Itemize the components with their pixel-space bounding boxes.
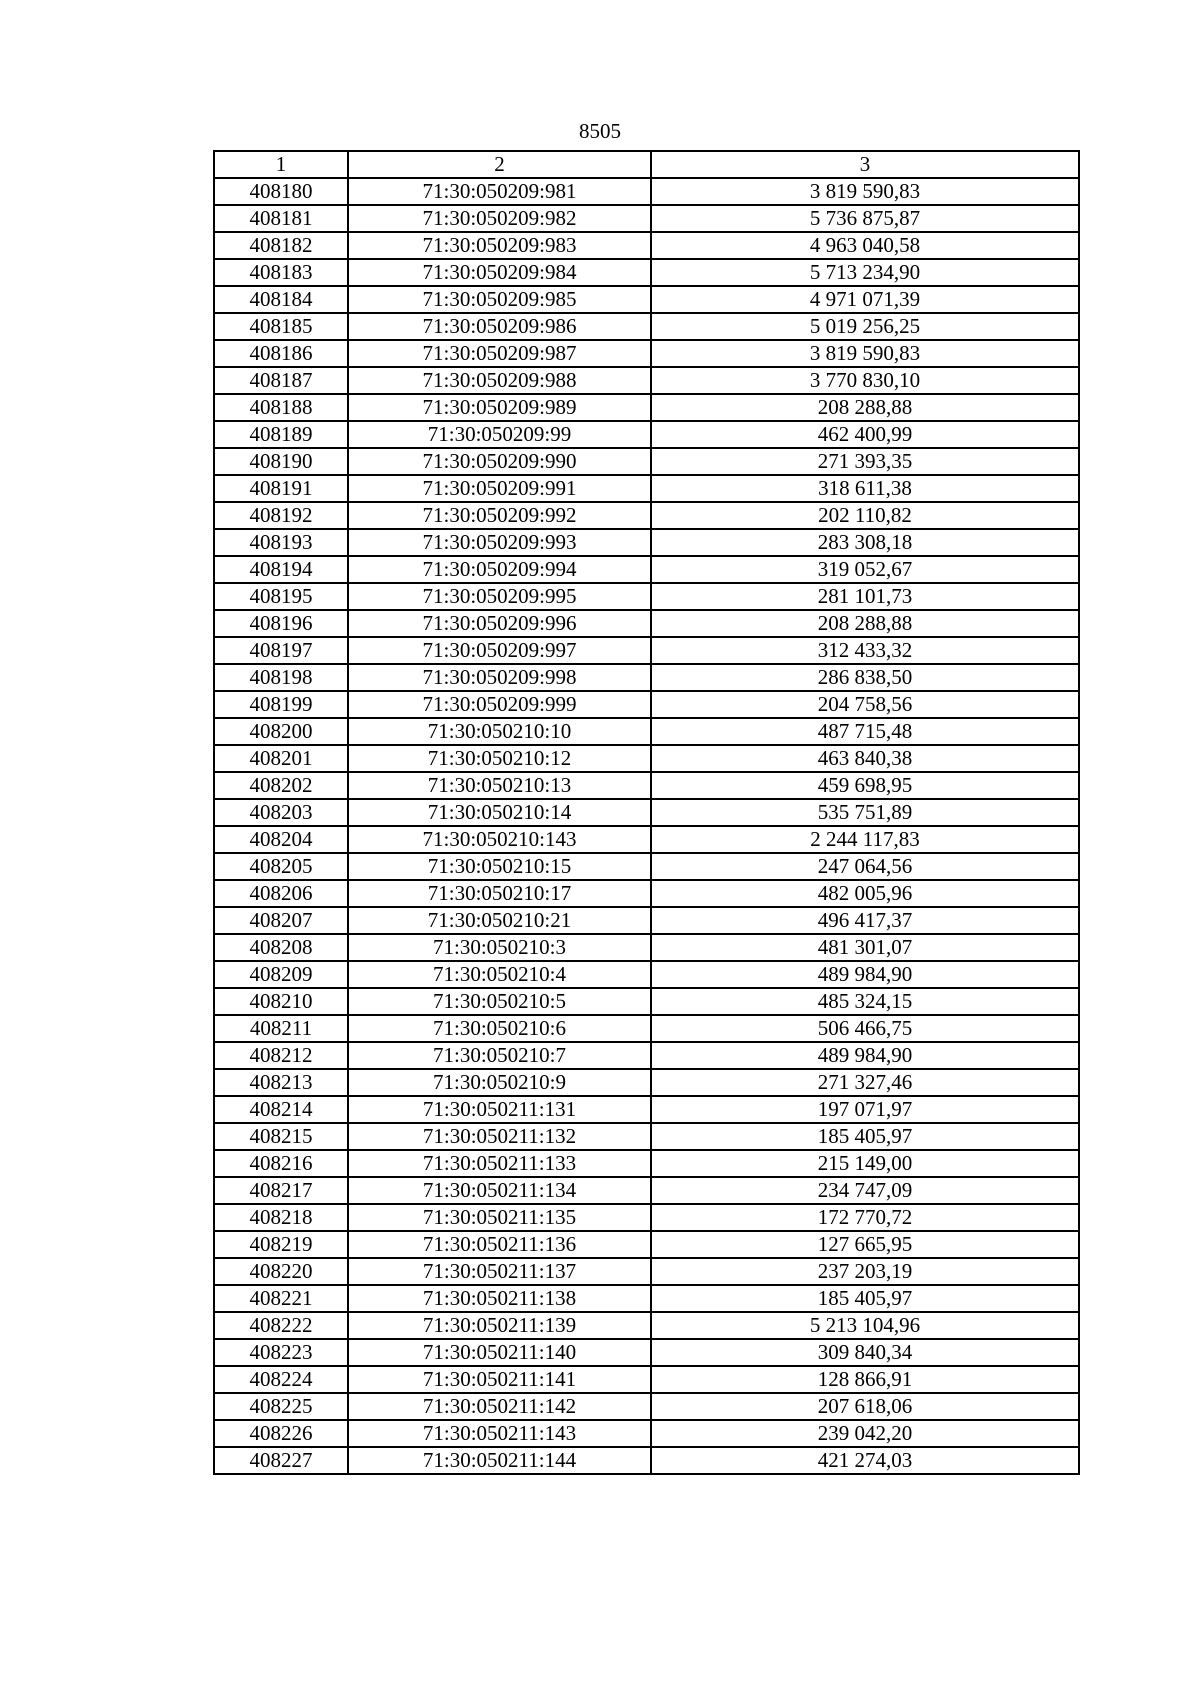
table-row — [214, 1285, 1079, 1312]
cadastral-number-cell: 71:30:050210:14 — [348, 799, 651, 826]
cadastral-value-cell: 535 751,89 — [651, 799, 1079, 826]
cadastral-value-cell: 3 819 590,83 — [651, 340, 1079, 367]
row-number-cell: 408205 — [214, 853, 348, 880]
cadastral-value-cell: 4 971 071,39 — [651, 286, 1079, 313]
cadastral-number-cell: 71:30:050210:143 — [348, 826, 651, 853]
cadastral-value-cell: 281 101,73 — [651, 583, 1079, 610]
table-row — [214, 475, 1079, 502]
row-number-cell: 408197 — [214, 637, 348, 664]
cadastral-value-cell: 5 019 256,25 — [651, 313, 1079, 340]
table-row — [214, 772, 1079, 799]
table-row — [214, 232, 1079, 259]
cadastral-value-cell: 319 052,67 — [651, 556, 1079, 583]
row-number-cell: 408204 — [214, 826, 348, 853]
row-number-cell: 408226 — [214, 1420, 348, 1447]
table-row — [214, 1096, 1079, 1123]
table-header-row — [214, 151, 1079, 178]
table-row — [214, 1204, 1079, 1231]
row-number-cell: 408200 — [214, 718, 348, 745]
cadastral-value-cell: 207 618,06 — [651, 1393, 1079, 1420]
cadastral-number-cell: 71:30:050211:135 — [348, 1204, 651, 1231]
cadastral-number-cell: 71:30:050209:992 — [348, 502, 651, 529]
row-number-cell: 408227 — [214, 1447, 348, 1474]
row-number-cell: 408213 — [214, 1069, 348, 1096]
cadastral-number-cell: 71:30:050209:981 — [348, 178, 651, 205]
row-number-cell: 408210 — [214, 988, 348, 1015]
cadastral-number-cell: 71:30:050209:982 — [348, 205, 651, 232]
cadastral-value-cell: 204 758,56 — [651, 691, 1079, 718]
cadastral-value-cell: 496 417,37 — [651, 907, 1079, 934]
cadastral-value-cell: 128 866,91 — [651, 1366, 1079, 1393]
cadastral-number-cell: 71:30:050211:138 — [348, 1285, 651, 1312]
table-row — [214, 1150, 1079, 1177]
row-number-cell: 408184 — [214, 286, 348, 313]
table-row — [214, 1366, 1079, 1393]
cadastral-number-cell: 71:30:050211:144 — [348, 1447, 651, 1474]
table-row — [214, 502, 1079, 529]
cadastral-number-cell: 71:30:050210:6 — [348, 1015, 651, 1042]
cadastral-number-cell: 71:30:050209:997 — [348, 637, 651, 664]
cadastral-value-cell: 421 274,03 — [651, 1447, 1079, 1474]
row-number-cell: 408180 — [214, 178, 348, 205]
cadastral-value-cell: 271 327,46 — [651, 1069, 1079, 1096]
table-row — [214, 1339, 1079, 1366]
cadastral-number-cell: 71:30:050209:991 — [348, 475, 651, 502]
page-number: 8505 — [579, 119, 621, 143]
table-row — [214, 826, 1079, 853]
cadastral-value-cell: 208 288,88 — [651, 610, 1079, 637]
table-row — [214, 691, 1079, 718]
row-number-cell: 408224 — [214, 1366, 348, 1393]
row-number-cell: 408185 — [214, 313, 348, 340]
cadastral-number-cell: 71:30:050210:3 — [348, 934, 651, 961]
table-row — [214, 1015, 1079, 1042]
row-number-cell: 408186 — [214, 340, 348, 367]
cadastral-value-cell: 127 665,95 — [651, 1231, 1079, 1258]
cadastral-number-cell: 71:30:050211:134 — [348, 1177, 651, 1204]
row-number-cell: 408190 — [214, 448, 348, 475]
table-row — [214, 799, 1079, 826]
row-number-cell: 408215 — [214, 1123, 348, 1150]
cadastral-value-cell: 4 963 040,58 — [651, 232, 1079, 259]
table-row — [214, 610, 1079, 637]
cadastral-value-cell: 485 324,15 — [651, 988, 1079, 1015]
cadastral-number-cell: 71:30:050210:5 — [348, 988, 651, 1015]
cadastral-number-cell: 71:30:050210:10 — [348, 718, 651, 745]
cadastral-value-cell: 481 301,07 — [651, 934, 1079, 961]
cadastral-number-cell: 71:30:050210:7 — [348, 1042, 651, 1069]
cadastral-value-cell: 3 819 590,83 — [651, 178, 1079, 205]
cadastral-value-cell: 172 770,72 — [651, 1204, 1079, 1231]
cadastral-number-cell: 71:30:050209:987 — [348, 340, 651, 367]
cadastral-number-cell: 71:30:050209:984 — [348, 259, 651, 286]
row-number-cell: 408212 — [214, 1042, 348, 1069]
cadastral-number-cell: 71:30:050209:995 — [348, 583, 651, 610]
table-row — [214, 1069, 1079, 1096]
row-number-cell: 408225 — [214, 1393, 348, 1420]
cadastral-value-cell: 318 611,38 — [651, 475, 1079, 502]
cadastral-value-cell: 239 042,20 — [651, 1420, 1079, 1447]
cadastral-number-cell: 71:30:050210:13 — [348, 772, 651, 799]
cadastral-number-cell: 71:30:050211:137 — [348, 1258, 651, 1285]
table-row — [214, 1042, 1079, 1069]
cadastral-number-cell: 71:30:050211:132 — [348, 1123, 651, 1150]
cadastral-value-cell: 489 984,90 — [651, 961, 1079, 988]
table-row — [214, 583, 1079, 610]
row-number-cell: 408206 — [214, 880, 348, 907]
table-row — [214, 718, 1079, 745]
row-number-cell: 408218 — [214, 1204, 348, 1231]
row-number-cell: 408187 — [214, 367, 348, 394]
row-number-cell: 408188 — [214, 394, 348, 421]
row-number-cell: 408208 — [214, 934, 348, 961]
cadastral-number-cell: 71:30:050209:988 — [348, 367, 651, 394]
table-row — [214, 664, 1079, 691]
cadastral-value-cell: 487 715,48 — [651, 718, 1079, 745]
cadastral-value-cell: 202 110,82 — [651, 502, 1079, 529]
table-row — [214, 1312, 1079, 1339]
row-number-cell: 408182 — [214, 232, 348, 259]
cadastral-value-cell: 185 405,97 — [651, 1123, 1079, 1150]
cadastral-value-cell: 197 071,97 — [651, 1096, 1079, 1123]
cadastral-value-cell: 208 288,88 — [651, 394, 1079, 421]
cadastral-value-cell: 234 747,09 — [651, 1177, 1079, 1204]
table-row — [214, 1258, 1079, 1285]
row-number-cell: 408202 — [214, 772, 348, 799]
cadastral-value-cell: 2 244 117,83 — [651, 826, 1079, 853]
table-row — [214, 1123, 1079, 1150]
row-number-cell: 408181 — [214, 205, 348, 232]
cadastral-number-cell: 71:30:050209:985 — [348, 286, 651, 313]
column-header-2: 2 — [348, 151, 651, 178]
cadastral-value-cell: 482 005,96 — [651, 880, 1079, 907]
column-header-3: 3 — [651, 151, 1079, 178]
cadastral-number-cell: 71:30:050210:21 — [348, 907, 651, 934]
table-row — [214, 421, 1079, 448]
table-row — [214, 880, 1079, 907]
row-number-cell: 408196 — [214, 610, 348, 637]
cadastral-number-cell: 71:30:050210:4 — [348, 961, 651, 988]
cadastral-value-cell: 271 393,35 — [651, 448, 1079, 475]
cadastral-number-cell: 71:30:050211:131 — [348, 1096, 651, 1123]
cadastral-value-cell: 5 736 875,87 — [651, 205, 1079, 232]
cadastral-number-cell: 71:30:050209:986 — [348, 313, 651, 340]
table-row — [214, 934, 1079, 961]
table-row — [214, 1231, 1079, 1258]
table-row — [214, 340, 1079, 367]
row-number-cell: 408195 — [214, 583, 348, 610]
row-number-cell: 408211 — [214, 1015, 348, 1042]
cadastral-value-cell: 3 770 830,10 — [651, 367, 1079, 394]
cadastral-value-cell: 312 433,32 — [651, 637, 1079, 664]
table-row — [214, 394, 1079, 421]
row-number-cell: 408214 — [214, 1096, 348, 1123]
row-number-cell: 408223 — [214, 1339, 348, 1366]
table-row — [214, 448, 1079, 475]
row-number-cell: 408198 — [214, 664, 348, 691]
cadastral-value-cell: 283 308,18 — [651, 529, 1079, 556]
table-row — [214, 367, 1079, 394]
cadastral-number-cell: 71:30:050209:998 — [348, 664, 651, 691]
cadastral-number-cell: 71:30:050209:989 — [348, 394, 651, 421]
row-number-cell: 408183 — [214, 259, 348, 286]
table-row — [214, 286, 1079, 313]
cadastral-value-cell: 185 405,97 — [651, 1285, 1079, 1312]
table-row — [214, 637, 1079, 664]
cadastral-value-cell: 5 713 234,90 — [651, 259, 1079, 286]
table-row — [214, 556, 1079, 583]
table-row — [214, 961, 1079, 988]
cadastral-number-cell: 71:30:050210:15 — [348, 853, 651, 880]
table-row — [214, 313, 1079, 340]
row-number-cell: 408222 — [214, 1312, 348, 1339]
cadastral-value-cell: 215 149,00 — [651, 1150, 1079, 1177]
cadastral-value-cell: 247 064,56 — [651, 853, 1079, 880]
cadastral-value-cell: 506 466,75 — [651, 1015, 1079, 1042]
table-row — [214, 907, 1079, 934]
table-row — [214, 988, 1079, 1015]
row-number-cell: 408207 — [214, 907, 348, 934]
cadastral-number-cell: 71:30:050209:990 — [348, 448, 651, 475]
cadastral-number-cell: 71:30:050210:17 — [348, 880, 651, 907]
row-number-cell: 408221 — [214, 1285, 348, 1312]
column-header-1: 1 — [214, 151, 348, 178]
cadastral-number-cell: 71:30:050211:139 — [348, 1312, 651, 1339]
cadastral-number-cell: 71:30:050209:996 — [348, 610, 651, 637]
table-row — [214, 745, 1079, 772]
row-number-cell: 408217 — [214, 1177, 348, 1204]
table-row — [214, 205, 1079, 232]
table-row — [214, 853, 1079, 880]
row-number-cell: 408194 — [214, 556, 348, 583]
table-row — [214, 259, 1079, 286]
cadastral-number-cell: 71:30:050209:999 — [348, 691, 651, 718]
cadastral-number-cell: 71:30:050209:983 — [348, 232, 651, 259]
row-number-cell: 408201 — [214, 745, 348, 772]
cadastral-value-cell: 5 213 104,96 — [651, 1312, 1079, 1339]
row-number-cell: 408216 — [214, 1150, 348, 1177]
table-row — [214, 529, 1079, 556]
cadastral-number-cell: 71:30:050211:133 — [348, 1150, 651, 1177]
table-row — [214, 1447, 1079, 1474]
row-number-cell: 408220 — [214, 1258, 348, 1285]
cadastral-value-cell: 463 840,38 — [651, 745, 1079, 772]
cadastral-value-cell: 309 840,34 — [651, 1339, 1079, 1366]
table-body — [214, 178, 1079, 1474]
cadastral-number-cell: 71:30:050211:141 — [348, 1366, 651, 1393]
row-number-cell: 408199 — [214, 691, 348, 718]
cadastral-value-cell: 459 698,95 — [651, 772, 1079, 799]
row-number-cell: 408191 — [214, 475, 348, 502]
cadastral-value-cell: 462 400,99 — [651, 421, 1079, 448]
cadastral-value-cell: 489 984,90 — [651, 1042, 1079, 1069]
cadastral-number-cell: 71:30:050210:9 — [348, 1069, 651, 1096]
cadastral-number-cell: 71:30:050211:143 — [348, 1420, 651, 1447]
cadastral-number-cell: 71:30:050209:99 — [348, 421, 651, 448]
cadastral-number-cell: 71:30:050211:136 — [348, 1231, 651, 1258]
cadastral-number-cell: 71:30:050210:12 — [348, 745, 651, 772]
cadastral-number-cell: 71:30:050211:140 — [348, 1339, 651, 1366]
cadastral-value-cell: 237 203,19 — [651, 1258, 1079, 1285]
table-row — [214, 1393, 1079, 1420]
row-number-cell: 408192 — [214, 502, 348, 529]
cadastral-value-cell: 286 838,50 — [651, 664, 1079, 691]
table-row — [214, 1177, 1079, 1204]
row-number-cell: 408189 — [214, 421, 348, 448]
cadastral-number-cell: 71:30:050211:142 — [348, 1393, 651, 1420]
row-number-cell: 408209 — [214, 961, 348, 988]
table-row — [214, 1420, 1079, 1447]
row-number-cell: 408193 — [214, 529, 348, 556]
cadastral-value-table — [213, 150, 1080, 1475]
cadastral-number-cell: 71:30:050209:993 — [348, 529, 651, 556]
row-number-cell: 408203 — [214, 799, 348, 826]
table-row — [214, 178, 1079, 205]
cadastral-number-cell: 71:30:050209:994 — [348, 556, 651, 583]
row-number-cell: 408219 — [214, 1231, 348, 1258]
